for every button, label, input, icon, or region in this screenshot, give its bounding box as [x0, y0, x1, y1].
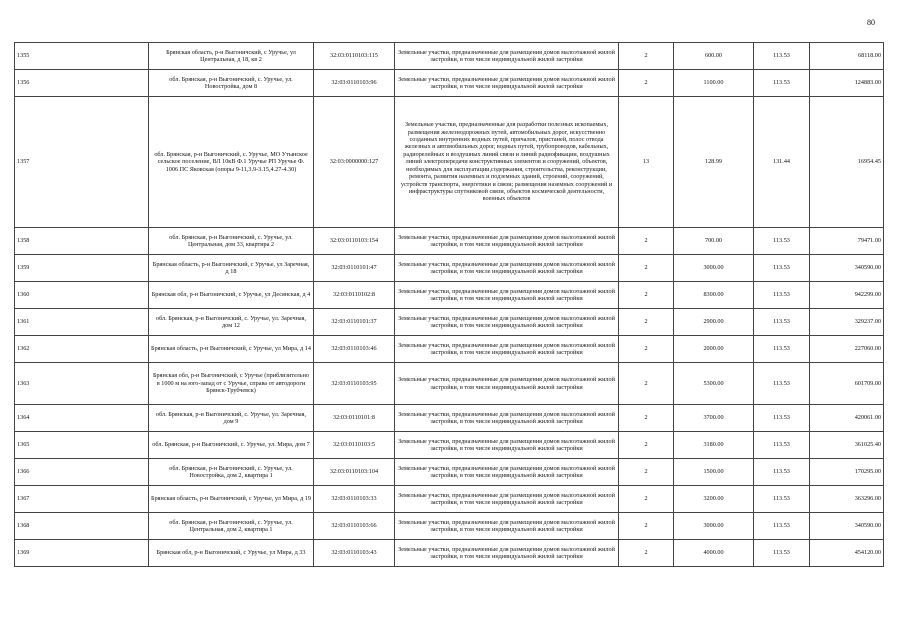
row-number: 1365 [15, 432, 149, 459]
row-category-code: 2 [619, 513, 674, 540]
row-address: обл. Брянская, р-н Выгоничский, с. Уручье, ул. Мира, дом 7 [149, 432, 314, 459]
row-address: Брянская область, р-н Выгоничский, с Уручье, ул Заречная, д 18 [149, 255, 314, 282]
row-number: 1366 [15, 459, 149, 486]
row-address: Брянская обл, р-н Выгоничский, с Уручье, ул Мира, д 33 [149, 540, 314, 567]
row-address: обл. Брянская, р-н Выгоничский, с. Уручье, ул. Центральная, дом 33, квартира 2 [149, 228, 314, 255]
table-row [15, 43, 884, 70]
row-area: 2000.00 [674, 336, 754, 363]
row-category-code: 2 [619, 459, 674, 486]
row-address: Брянская обл, р-н Выгоничский, с Уручье, ул Десянская, д 4 [149, 282, 314, 309]
row-cadastral-value: 227060.00 [810, 336, 884, 363]
table-row [15, 459, 884, 486]
row-area: 3200.00 [674, 486, 754, 513]
row-address: Брянская область, р-н Выгоничский, с Уручье, ул Мира, д 14 [149, 336, 314, 363]
row-permitted-use: Земельные участки, предназначенные для разработки полезных ископаемых, размещения железнодорожных путей, автомобильных дорог, искусственно созданных внутренних водных путей, причалов, пристаней, полос отвода железных и автомобильных дорог, водных путей, трубопроводов, кабельных, радиорелейных и воздушных линий связи и линий радиофикации, воздушных линий электропередачи конструктивных элементов и сооружений, объектов, необходимых для эксплуатации,содержания, строительства, реконструкции, ремонта, развития наземных и подземных зданий, строений, сооружений, устройств транспорта, энергетики и связи; размещения наземных сооружений и инфраструктуры спутниковой связи, объектов космической деятельности, военных объектов [395, 97, 619, 228]
row-number: 1360 [15, 282, 149, 309]
row-address: обл. Брянская, р-н Выгоничский, с. Уручье, ул. Центральная, дом 2, квартира 1 [149, 513, 314, 540]
row-specific-value: 113.53 [754, 540, 810, 567]
row-number: 1355 [15, 43, 149, 70]
table-row [15, 228, 884, 255]
row-cadastral-number: 32:03:0110103:43 [314, 540, 395, 567]
row-category-code: 2 [619, 255, 674, 282]
row-number: 1367 [15, 486, 149, 513]
row-cadastral-number: 32:03:0110103:96 [314, 70, 395, 97]
row-specific-value: 113.53 [754, 486, 810, 513]
row-specific-value: 131.44 [754, 97, 810, 228]
row-cadastral-number: 32:03:0110103:104 [314, 459, 395, 486]
row-area: 8300.00 [674, 282, 754, 309]
row-address: обл. Брянская, р-н Выгоничский, с. Уручье, МО Утынское сельское поселение, ВЛ 10кВ Ф.1 Уручье РП Уручье Ф. 1006 ПС Яковская (опоры 9-11,3.9-3.15,4.27-4.30) [149, 97, 314, 228]
row-specific-value: 113.53 [754, 336, 810, 363]
row-specific-value: 113.53 [754, 228, 810, 255]
row-cadastral-number: 32:03:0110101:47 [314, 255, 395, 282]
row-category-code: 2 [619, 432, 674, 459]
row-area: 5300.00 [674, 363, 754, 405]
row-cadastral-number: 32:03:0110103:154 [314, 228, 395, 255]
row-specific-value: 113.53 [754, 459, 810, 486]
row-specific-value: 113.53 [754, 282, 810, 309]
row-area: 3180.00 [674, 432, 754, 459]
row-category-code: 2 [619, 336, 674, 363]
row-category-code: 2 [619, 540, 674, 567]
row-permitted-use: Земельные участки, предназначенные для размещения домов малоэтажной жилой застройки, в том числе индивидуальной жилой застройки [395, 363, 619, 405]
page-number: 80 [867, 18, 875, 27]
row-cadastral-value: 68118.00 [810, 43, 884, 70]
row-cadastral-value: 329237.00 [810, 309, 884, 336]
row-specific-value: 113.53 [754, 432, 810, 459]
row-permitted-use: Земельные участки, предназначенные для размещения домов малоэтажной жилой застройки, в том числе индивидуальной жилой застройки [395, 282, 619, 309]
row-address: Брянская обл, р-н Выгоничский, с Уручье (приблизительно в 1000 м на юго-запад от с Уручье, справа от автодороги Брянск-Трубчевск) [149, 363, 314, 405]
row-number: 1368 [15, 513, 149, 540]
row-permitted-use: Земельные участки, предназначенные для размещения домов малоэтажной жилой застройки, в том числе индивидуальной жилой застройки [395, 255, 619, 282]
row-cadastral-value: 601709.00 [810, 363, 884, 405]
row-category-code: 2 [619, 70, 674, 97]
row-cadastral-value: 79471.00 [810, 228, 884, 255]
row-area: 1500.00 [674, 459, 754, 486]
table-row [15, 255, 884, 282]
row-category-code: 2 [619, 486, 674, 513]
row-cadastral-number: 32:03:0110103:95 [314, 363, 395, 405]
row-address: Брянская область, р-н Выгоничский, с Уручье, ул Центральная, д 18, кв 2 [149, 43, 314, 70]
row-cadastral-number: 32:03:0110103:46 [314, 336, 395, 363]
table-row [15, 309, 884, 336]
row-number: 1363 [15, 363, 149, 405]
row-address: Брянская область, р-н Выгоничский, с Уручье, ул Мира, д 19 [149, 486, 314, 513]
row-cadastral-number: 32:03:0110102:8 [314, 282, 395, 309]
row-number: 1357 [15, 97, 149, 228]
row-cadastral-value: 363296.00 [810, 486, 884, 513]
row-address: обл. Брянская, р-н Выгоничский, с. Уручье, ул. Заречная, дом 9 [149, 405, 314, 432]
row-number: 1359 [15, 255, 149, 282]
row-area: 1100.00 [674, 70, 754, 97]
row-cadastral-value: 420061.00 [810, 405, 884, 432]
row-permitted-use: Земельные участки, предназначенные для размещения домов малоэтажной жилой застройки, в том числе индивидуальной жилой застройки [395, 486, 619, 513]
table-row [15, 336, 884, 363]
row-permitted-use: Земельные участки, предназначенные для размещения домов малоэтажной жилой застройки, в том числе индивидуальной жилой застройки [395, 228, 619, 255]
table-row [15, 405, 884, 432]
table-row [15, 540, 884, 567]
row-cadastral-number: 32:03:0110101:37 [314, 309, 395, 336]
row-number: 1364 [15, 405, 149, 432]
row-cadastral-value: 361025.40 [810, 432, 884, 459]
row-address: обл. Брянская, р-н Выгоничский, с. Уручье, ул. Новостройка, дом 8 [149, 70, 314, 97]
row-area: 600.00 [674, 43, 754, 70]
table-row [15, 363, 884, 405]
row-permitted-use: Земельные участки, предназначенные для размещения домов малоэтажной жилой застройки, в том числе индивидуальной жилой застройки [395, 309, 619, 336]
table-row [15, 97, 884, 228]
table-row [15, 70, 884, 97]
row-number: 1356 [15, 70, 149, 97]
row-cadastral-number: 32:03:0110101:8 [314, 405, 395, 432]
row-area: 2900.00 [674, 309, 754, 336]
row-cadastral-number: 32:03:0110103:5 [314, 432, 395, 459]
row-permitted-use: Земельные участки, предназначенные для размещения домов малоэтажной жилой застройки, в том числе индивидуальной жилой застройки [395, 432, 619, 459]
row-area: 4000.00 [674, 540, 754, 567]
row-permitted-use: Земельные участки, предназначенные для размещения домов малоэтажной жилой застройки, в том числе индивидуальной жилой застройки [395, 540, 619, 567]
row-specific-value: 113.53 [754, 363, 810, 405]
row-number: 1362 [15, 336, 149, 363]
row-specific-value: 113.53 [754, 405, 810, 432]
row-cadastral-number: 32:03:0110103:33 [314, 486, 395, 513]
land-registry-table [14, 42, 884, 567]
row-cadastral-number: 32:03:0110103:66 [314, 513, 395, 540]
row-area: 3000.00 [674, 513, 754, 540]
row-area: 128.99 [674, 97, 754, 228]
row-specific-value: 113.53 [754, 70, 810, 97]
row-specific-value: 113.53 [754, 513, 810, 540]
row-category-code: 2 [619, 405, 674, 432]
row-category-code: 13 [619, 97, 674, 228]
row-address: обл. Брянская, р-н Выгоничский, с. Уручье, ул. Новостройка, дом 2, квартира 1 [149, 459, 314, 486]
row-category-code: 2 [619, 282, 674, 309]
table-row [15, 282, 884, 309]
row-cadastral-value: 16954.45 [810, 97, 884, 228]
row-category-code: 2 [619, 43, 674, 70]
row-cadastral-value: 340590.00 [810, 255, 884, 282]
row-cadastral-value: 942299.00 [810, 282, 884, 309]
row-address: обл. Брянская, р-н Выгоничский, с. Уручье, ул. Заречная, дом 12 [149, 309, 314, 336]
row-specific-value: 113.53 [754, 309, 810, 336]
row-permitted-use: Земельные участки, предназначенные для размещения домов малоэтажной жилой застройки, в том числе индивидуальной жилой застройки [395, 43, 619, 70]
row-category-code: 2 [619, 363, 674, 405]
table-row [15, 432, 884, 459]
row-area: 3700.00 [674, 405, 754, 432]
row-cadastral-number: 32:03:0110103:115 [314, 43, 395, 70]
row-permitted-use: Земельные участки, предназначенные для размещения домов малоэтажной жилой застройки, в том числе индивидуальной жилой застройки [395, 405, 619, 432]
row-permitted-use: Земельные участки, предназначенные для размещения домов малоэтажной жилой застройки, в том числе индивидуальной жилой застройки [395, 70, 619, 97]
row-number: 1361 [15, 309, 149, 336]
row-area: 3000.00 [674, 255, 754, 282]
row-area: 700.00 [674, 228, 754, 255]
table-row [15, 513, 884, 540]
row-number: 1369 [15, 540, 149, 567]
row-specific-value: 113.53 [754, 43, 810, 70]
row-category-code: 2 [619, 228, 674, 255]
row-cadastral-number: 32:03:0000000:127 [314, 97, 395, 228]
row-specific-value: 113.53 [754, 255, 810, 282]
row-permitted-use: Земельные участки, предназначенные для размещения домов малоэтажной жилой застройки, в том числе индивидуальной жилой застройки [395, 459, 619, 486]
row-cadastral-value: 340590.00 [810, 513, 884, 540]
row-cadastral-value: 454120.00 [810, 540, 884, 567]
row-permitted-use: Земельные участки, предназначенные для размещения домов малоэтажной жилой застройки, в том числе индивидуальной жилой застройки [395, 513, 619, 540]
table-row [15, 486, 884, 513]
row-category-code: 2 [619, 309, 674, 336]
row-number: 1358 [15, 228, 149, 255]
row-permitted-use: Земельные участки, предназначенные для размещения домов малоэтажной жилой застройки, в том числе индивидуальной жилой застройки [395, 336, 619, 363]
row-cadastral-value: 124883.00 [810, 70, 884, 97]
row-cadastral-value: 170295.00 [810, 459, 884, 486]
